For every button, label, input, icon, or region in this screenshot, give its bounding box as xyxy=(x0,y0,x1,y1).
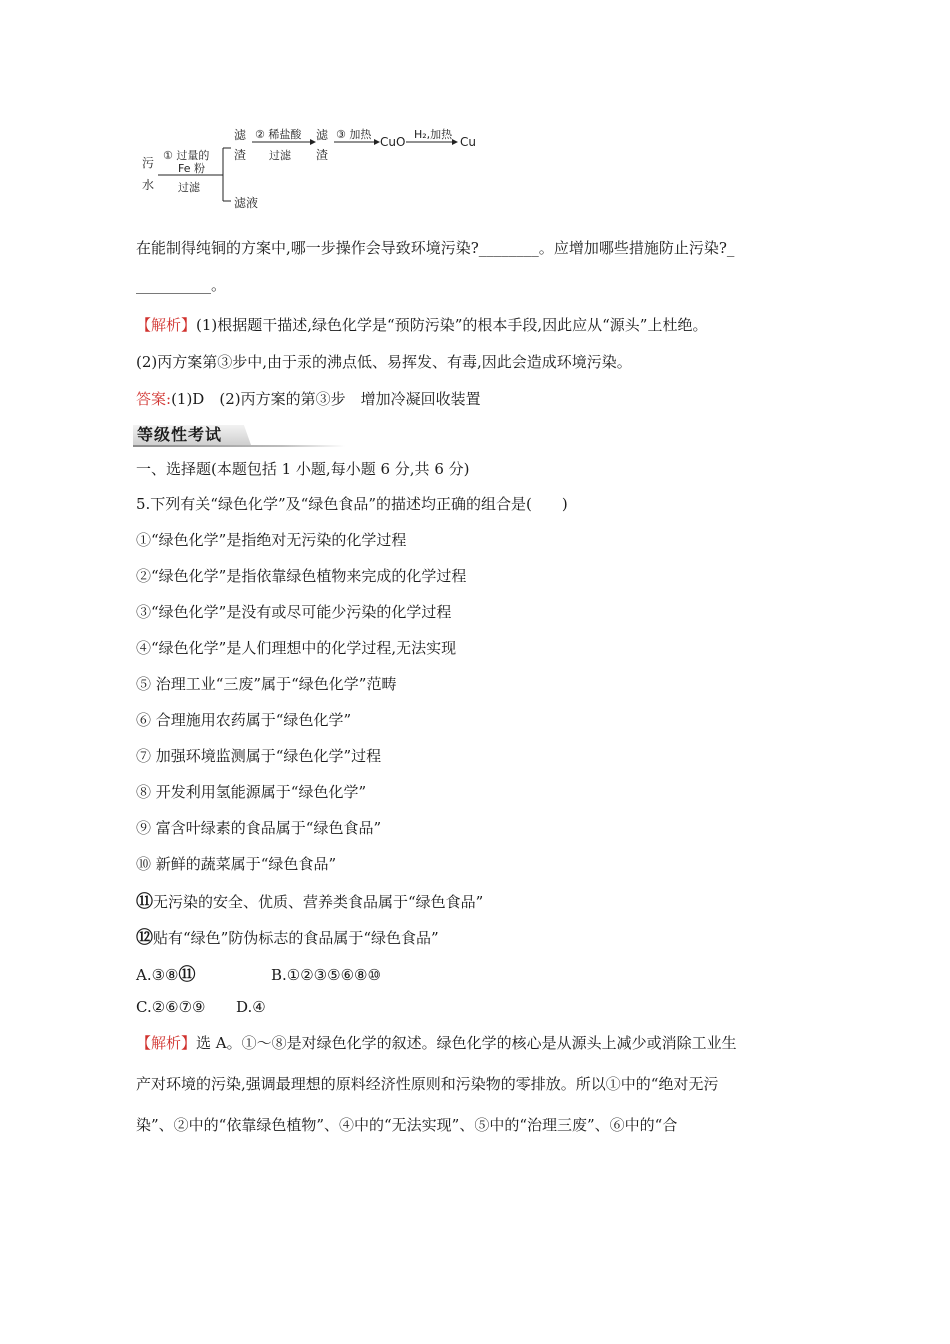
statement-12-text: 贴有“绿色”防伪标志的食品属于“绿色食品” xyxy=(153,929,439,947)
answer-line xyxy=(136,389,481,409)
option-d: D.④ xyxy=(236,998,266,1016)
diagram-source-2: 水 xyxy=(142,178,155,192)
analysis-2-tag: 【解析】 xyxy=(136,1034,197,1052)
analysis-2-line-1 xyxy=(136,1033,737,1053)
diagram-step1-top-a: ① 过量的 xyxy=(163,149,210,162)
statement-11 xyxy=(136,892,483,912)
statement-6: ⑥ 合理施用农药属于“绿色化学” xyxy=(136,711,352,729)
option-b: B.①②③⑤⑥⑧⑩ xyxy=(271,966,381,984)
section-heading-rule xyxy=(133,445,345,447)
statement-8: ⑧ 开发利用氢能源属于“绿色化学” xyxy=(136,783,367,801)
diagram-residue2-b: 渣 xyxy=(316,148,329,162)
statement-5: ⑤ 治理工业“三废”属于“绿色化学”范畴 xyxy=(136,675,397,693)
analysis-1-line-2: (2)丙方案第③步中,由于汞的沸点低、易挥发、有毒,因此会造成环境污染。 xyxy=(136,353,632,371)
analysis-2-line-2: 产对环境的污染,强调最理想的原料经济性原则和污染物的零排放。所以①中的“绝对无污 xyxy=(136,1075,719,1093)
section-heading xyxy=(133,425,345,447)
statement-4: ④“绿色化学”是人们理想中的化学过程,无法实现 xyxy=(136,639,457,657)
diagram-filtrate: 滤液 xyxy=(234,196,259,210)
diagram-step3-top: ③ 加热 xyxy=(336,128,372,141)
question-text-continued: __________。 xyxy=(136,276,227,294)
diagram-step1-bottom: 过滤 xyxy=(178,181,200,194)
diagram-residue1-a: 滤 xyxy=(234,128,247,142)
option-a xyxy=(136,965,196,985)
question-text: 在能制得纯铜的方案中,哪一步操作会导致环境污染?________。应增加哪些措施防止污染?_ xyxy=(136,239,735,257)
option-a-number: ⑪ xyxy=(178,965,196,985)
statement-1: ①“绿色化学”是指绝对无污染的化学过程 xyxy=(136,531,407,549)
statement-7: ⑦ 加强环境监测属于“绿色化学”过程 xyxy=(136,747,382,765)
analysis-text: (1)根据题干描述,绿色化学是“预防污染”的根本手段,因此应从“源头”上杜绝。 xyxy=(196,316,708,334)
diagram-step1-top-b: Fe 粉 xyxy=(178,162,205,175)
statement-12-number: ⑫ xyxy=(136,928,153,948)
statement-11-number: ⑪ xyxy=(136,892,153,912)
part-heading: 一、选择题(本题包括 1 小题,每小题 6 分,共 6 分) xyxy=(136,460,470,478)
answer-text: (1)D (2)丙方案的第③步 增加冷凝回收装置 xyxy=(171,390,481,408)
question-5: 5.下列有关“绿色化学”及“绿色食品”的描述均正确的组合是( ) xyxy=(136,495,568,513)
statement-10: ⑩ 新鲜的蔬菜属于“绿色食品” xyxy=(136,855,337,873)
section-heading-title: 等级性考试 xyxy=(137,425,223,444)
diagram-cuo: CuO xyxy=(380,135,406,149)
analysis-2-line-3: 染”、②中的“依靠绿色植物”、④中的“无法实现”、⑤中的“治理三废”、⑥中的“合 xyxy=(136,1116,678,1134)
analysis-2-text: 选 A。①～⑧是对绿色化学的叙述。绿色化学的核心是从源头上减少或消除工业生 xyxy=(196,1034,737,1052)
option-a-text: A.③⑧ xyxy=(136,966,179,984)
analysis-1-line-1 xyxy=(136,315,707,335)
diagram-step4-top: H₂,加热 xyxy=(414,128,453,141)
diagram-source-1: 污 xyxy=(142,156,155,170)
diagram-step2-top: ② 稀盐酸 xyxy=(255,128,302,141)
statement-9: ⑨ 富含叶绿素的食品属于“绿色食品” xyxy=(136,819,382,837)
diagram-residue1-b: 渣 xyxy=(234,148,247,162)
analysis-tag: 【解析】 xyxy=(136,316,197,334)
statement-12 xyxy=(136,928,439,948)
answer-tag: 答案: xyxy=(136,390,172,408)
statement-2: ②“绿色化学”是指依靠绿色植物来完成的化学过程 xyxy=(136,567,467,585)
process-diagram xyxy=(138,120,488,215)
diagram-residue2-a: 滤 xyxy=(316,128,329,142)
arrowhead-step4 xyxy=(452,139,458,145)
statement-11-text: 无污染的安全、优质、营养类食品属于“绿色食品” xyxy=(153,893,484,911)
option-c: C.②⑥⑦⑨ xyxy=(136,998,206,1016)
diagram-cu: Cu xyxy=(460,135,476,149)
statement-3: ③“绿色化学”是没有或尽可能少污染的化学过程 xyxy=(136,603,452,621)
diagram-step2-bottom: 过滤 xyxy=(269,149,291,162)
